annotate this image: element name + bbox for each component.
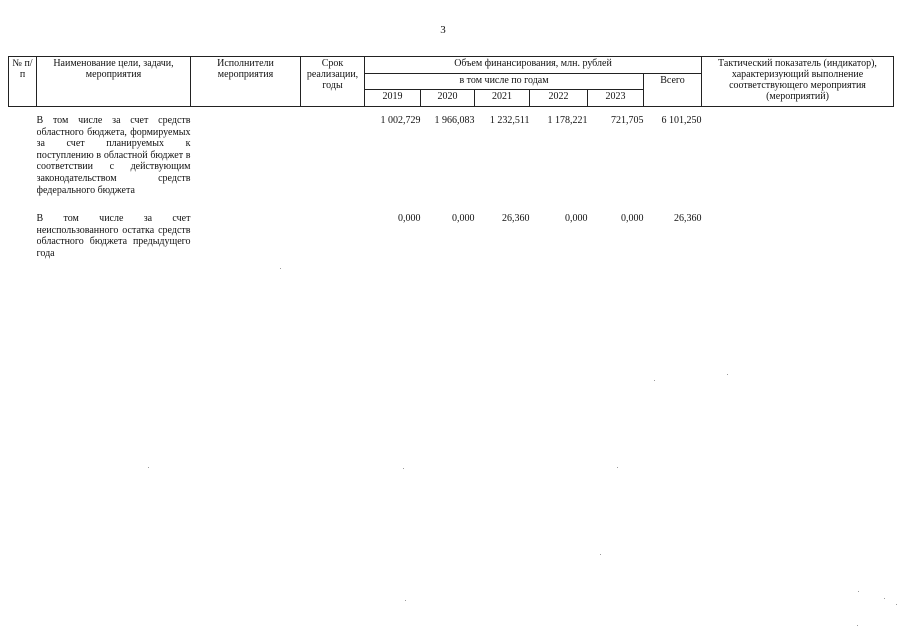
scan-speck bbox=[617, 467, 618, 468]
scan-speck bbox=[600, 554, 601, 555]
header-year-2021: 2021 bbox=[475, 90, 530, 107]
row-description: В том числе за счет средств областного бюджета, формируемых за счет планируемых к поступлению в областной бюджет в соответствии с действующим законодательством средств федерального бюджета bbox=[36, 115, 191, 196]
scan-speck bbox=[896, 604, 897, 605]
header-funding: Объем финансирования, млн. рублей bbox=[365, 57, 702, 74]
funding-table bbox=[8, 56, 894, 261]
header-executors: Исполнители мероприятия bbox=[191, 57, 301, 107]
header-year-2019: 2019 bbox=[365, 90, 421, 107]
header-year-2020: 2020 bbox=[421, 90, 475, 107]
scan-speck bbox=[884, 598, 885, 599]
header-period: Срок реализации, годы bbox=[301, 57, 365, 107]
scan-speck bbox=[858, 591, 859, 592]
header-indicator: Тактический показатель (индикатор), характеризующий выполнение соответствующего мероприятия (мероприятий) bbox=[702, 57, 894, 107]
value-2019: 0,000 bbox=[398, 213, 421, 224]
scan-speck bbox=[280, 268, 281, 269]
header-name: Наименование цели, задачи, мероприятия bbox=[37, 57, 191, 107]
scan-speck bbox=[857, 625, 858, 626]
table-row bbox=[9, 213, 894, 261]
value-2023: 0,000 bbox=[621, 213, 644, 224]
value-total: 6 101,250 bbox=[661, 115, 702, 126]
scan-speck bbox=[727, 374, 728, 375]
table-header bbox=[9, 57, 894, 107]
scan-speck bbox=[148, 467, 149, 468]
header-by-years: в том числе по годам bbox=[365, 74, 644, 90]
header-year-2022: 2022 bbox=[530, 90, 588, 107]
page-number: 3 bbox=[440, 24, 446, 36]
value-total: 26,360 bbox=[674, 213, 702, 224]
header-year-2023: 2023 bbox=[588, 90, 644, 107]
row-description: В том числе за счет неиспользованного остатка средств областного бюджета предыдущего года bbox=[36, 213, 191, 259]
value-2020: 1 966,083 bbox=[434, 115, 475, 126]
value-2021: 26,360 bbox=[502, 213, 530, 224]
header-total: Всего bbox=[644, 74, 702, 107]
header-num: № п/п bbox=[9, 57, 37, 107]
value-2019: 1 002,729 bbox=[380, 115, 421, 126]
value-2022: 0,000 bbox=[565, 213, 588, 224]
value-2022: 1 178,221 bbox=[547, 115, 588, 126]
scan-speck bbox=[403, 468, 404, 469]
scan-speck bbox=[654, 380, 655, 381]
value-2020: 0,000 bbox=[452, 213, 475, 224]
scan-speck bbox=[405, 600, 406, 601]
table-row bbox=[9, 115, 894, 213]
value-2021: 1 232,511 bbox=[489, 115, 530, 126]
value-2023: 721,705 bbox=[611, 115, 644, 126]
